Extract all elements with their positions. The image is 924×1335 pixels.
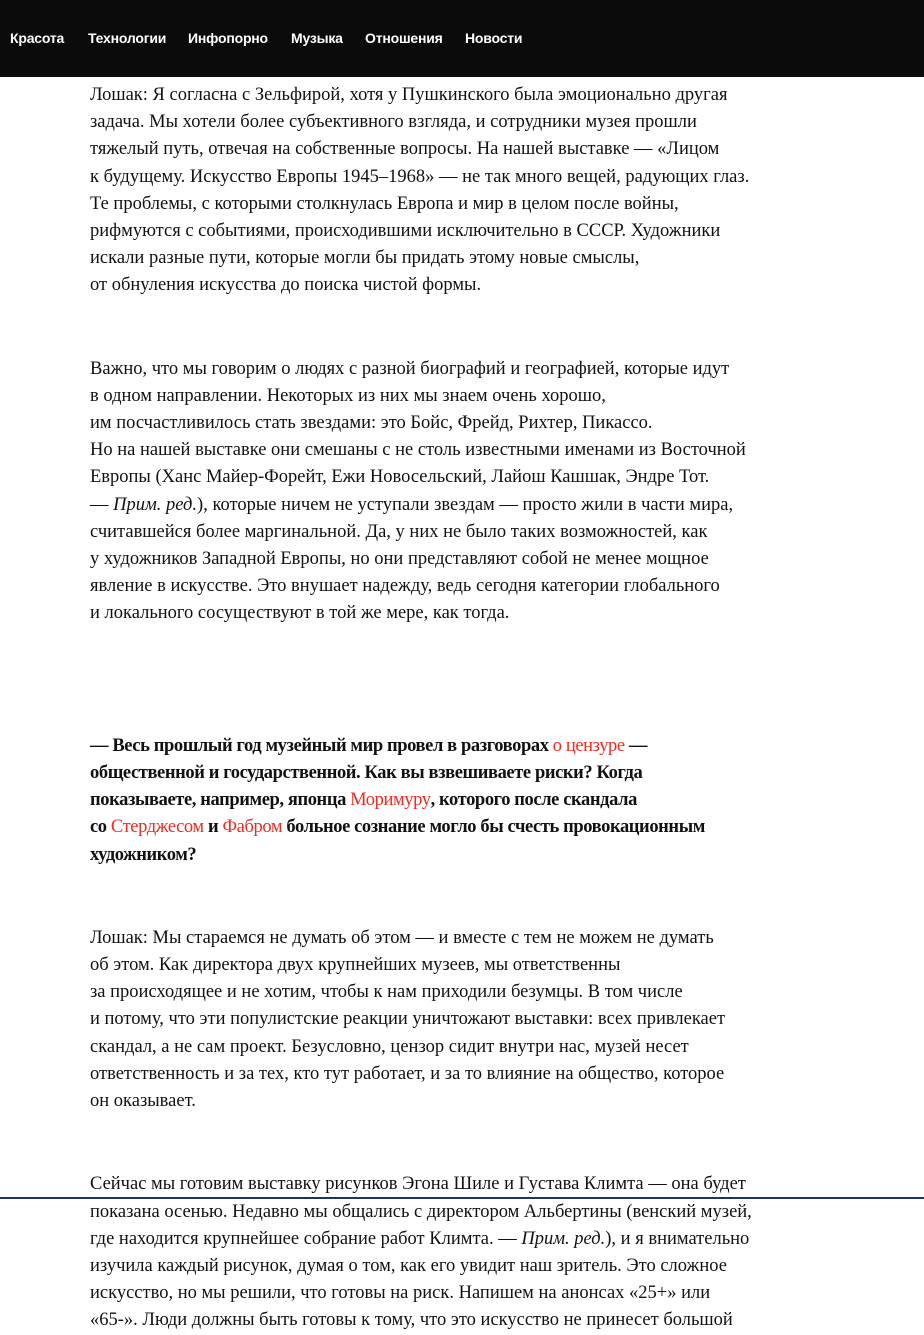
nav-item[interactable]: Технологии [88, 30, 167, 46]
article-body [90, 82, 850, 1335]
text-line [90, 952, 850, 979]
text-segment: «65-». Люди должны быть готовы к тому, что это искусство не принесет большой [90, 1310, 733, 1331]
interview-answer [90, 925, 850, 1115]
text-line [90, 136, 850, 163]
text-segment: ответственность и за тех, кто тут работает, и за то влияние на общество, которое [90, 1063, 725, 1084]
text-segment: у художников Западной Европы, но они представляют собой не менее мощное [90, 549, 709, 569]
text-segment: считавшейся более маргинальной. Да, у них не было таких возможностей, как [90, 521, 708, 542]
text-line [90, 410, 850, 437]
text-line [90, 1199, 850, 1226]
text-segment: им посчастливилось стать звездами: это Бойс, Фрейд, Рихтер, Пикассо. [90, 413, 653, 434]
nav-item[interactable]: Музыка [291, 30, 343, 46]
text-segment: явление в искусстве. Это внушает надежду, ведь сегодня категории глобального [90, 576, 720, 597]
text-line [90, 464, 850, 491]
interview-answer [90, 356, 850, 628]
interview-answer [90, 1171, 850, 1334]
text-segment: где находится крупнейшее собрание работ Климта. — [90, 1228, 522, 1249]
text-segment: показана осенью. Недавно мы общались с директором Альбертины (венский музей, [90, 1201, 752, 1222]
inline-link[interactable]: о цензуре [552, 735, 625, 756]
editor-note: Прим. ред. [521, 1228, 606, 1249]
text-segment: художником? [90, 844, 197, 865]
text-line [90, 979, 850, 1006]
inline-link[interactable]: Фабром [222, 817, 283, 838]
text-segment: рифмуются с событиями, происходившими исключительно в СССР. Художники [90, 220, 721, 241]
text-segment: — [624, 735, 648, 756]
text-line [90, 925, 850, 952]
text-segment: — Весь прошлый год музейный мир провел в разговорах [90, 735, 553, 756]
text-segment: и [203, 817, 223, 838]
text-line [90, 383, 850, 410]
text-line [90, 519, 850, 546]
text-segment: Важно, что мы говорим о людях с разной биографий и географией, которые идут [90, 358, 730, 379]
text-segment: со [90, 817, 111, 838]
text-segment: об этом. Как директора двух крупнейших музеев, мы ответственны [90, 955, 621, 976]
text-line [90, 82, 850, 109]
text-segment: изучила каждый рисунок, думая о том, как его увидит наш зритель. Это сложное [90, 1255, 727, 1276]
text-line [90, 546, 850, 573]
text-segment: общественной и государственной. Как вы взвешиваете риски? Когда [90, 762, 643, 783]
interview-answer [90, 82, 850, 300]
text-line [90, 1226, 850, 1253]
text-segment: Лошак: Мы стараемся не думать об этом — и вместе с тем не можем не думать [90, 927, 714, 948]
text-line [90, 1280, 850, 1307]
text-segment: больное сознание могло бы счесть провокационным [282, 817, 705, 838]
text-line [90, 760, 850, 787]
top-nav [0, 0, 924, 77]
text-segment: задача. Мы хотели более субъективного взгляда, и сотрудники музея прошли [90, 112, 697, 133]
text-segment: он оказывает. [90, 1091, 196, 1111]
text-line [90, 1307, 850, 1334]
text-line [90, 109, 850, 136]
text-segment: искусство, но мы решили, что готовы на риск. Напишем на анонсах «25+» или [90, 1283, 711, 1304]
nav-item[interactable]: Отношения [365, 30, 443, 46]
text-line [90, 787, 850, 814]
text-line [90, 164, 850, 191]
text-line [90, 245, 850, 272]
text-segment: к будущему. Искусство Европы 1945–1968» — не так много вещей, радующих глаз. [90, 166, 750, 187]
text-segment: показываете, например, японца [90, 790, 351, 811]
text-line [90, 437, 850, 464]
text-segment: за происходящее и не хотим, чтобы к нам приходили безумцы. В том числе [90, 982, 683, 1003]
text-segment: Европы (Ханс Майер-Форейт, Ежи Новосельский, Лайош Кашшак, Эндре Тот. [90, 467, 710, 488]
text-segment: от обнуления искусства до поиска чистой формы. [90, 275, 482, 296]
text-line [90, 1061, 850, 1088]
text-segment: Но на нашей выставке они смешаны с не столь известными именами из Восточной [90, 440, 746, 461]
text-segment: скандал, а не сам проект. Безусловно, цензор сидит внутри нас, музей несет [90, 1036, 689, 1057]
text-segment: и локального сосуществуют в той же мере, как тогда. [90, 603, 510, 624]
text-line [90, 1006, 850, 1033]
text-segment: ), и я внимательно [605, 1228, 750, 1249]
text-line [90, 272, 850, 299]
text-segment: Лошак: Я согласна с Зельфирой, хотя у Пушкинского была эмоционально другая [90, 85, 728, 105]
text-line [90, 1171, 850, 1198]
nav-item[interactable]: Красота [10, 30, 65, 46]
inline-link[interactable]: Стерджесом [110, 817, 204, 838]
text-line [90, 1253, 850, 1280]
text-segment: Сейчас мы готовим выставку рисунков Эгона Шиле и Густава Климта — она будет [90, 1174, 746, 1195]
nav-item[interactable]: Новости [465, 30, 523, 46]
editor-note: Прим. ред. [113, 494, 198, 515]
text-line [90, 573, 850, 600]
text-line [90, 356, 850, 383]
interview-question [90, 733, 850, 869]
text-segment: ), которые ничем не уступали звездам — просто жили в части мира, [197, 494, 734, 515]
text-line [90, 191, 850, 218]
text-segment: тяжелый путь, отвечая на собственные вопросы. На нашей выставке — «Лицом [90, 139, 720, 160]
text-line [90, 218, 850, 245]
text-segment: искали разные пути, которые могли бы придать этому новые смыслы, [90, 248, 640, 269]
text-line [90, 842, 850, 869]
inline-link[interactable]: Моримуру [350, 790, 431, 811]
text-segment: , которого после скандала [430, 790, 637, 811]
text-segment: — [90, 494, 114, 515]
text-line [90, 733, 850, 760]
text-line [90, 1088, 850, 1115]
text-line [90, 600, 850, 627]
text-segment: Те проблемы, с которыми столкнулась Европа и мир в целом после войны, [90, 193, 679, 214]
text-segment: и потому, что эти популистские реакции уничтожают выставки: всех привлекает [90, 1009, 726, 1030]
nav-item[interactable]: Инфопорно [188, 30, 268, 46]
text-line [90, 492, 850, 519]
text-segment: в одном направлении. Некоторых из них мы знаем очень хорошо, [90, 385, 606, 406]
text-line [90, 814, 850, 841]
text-line [90, 1034, 850, 1061]
